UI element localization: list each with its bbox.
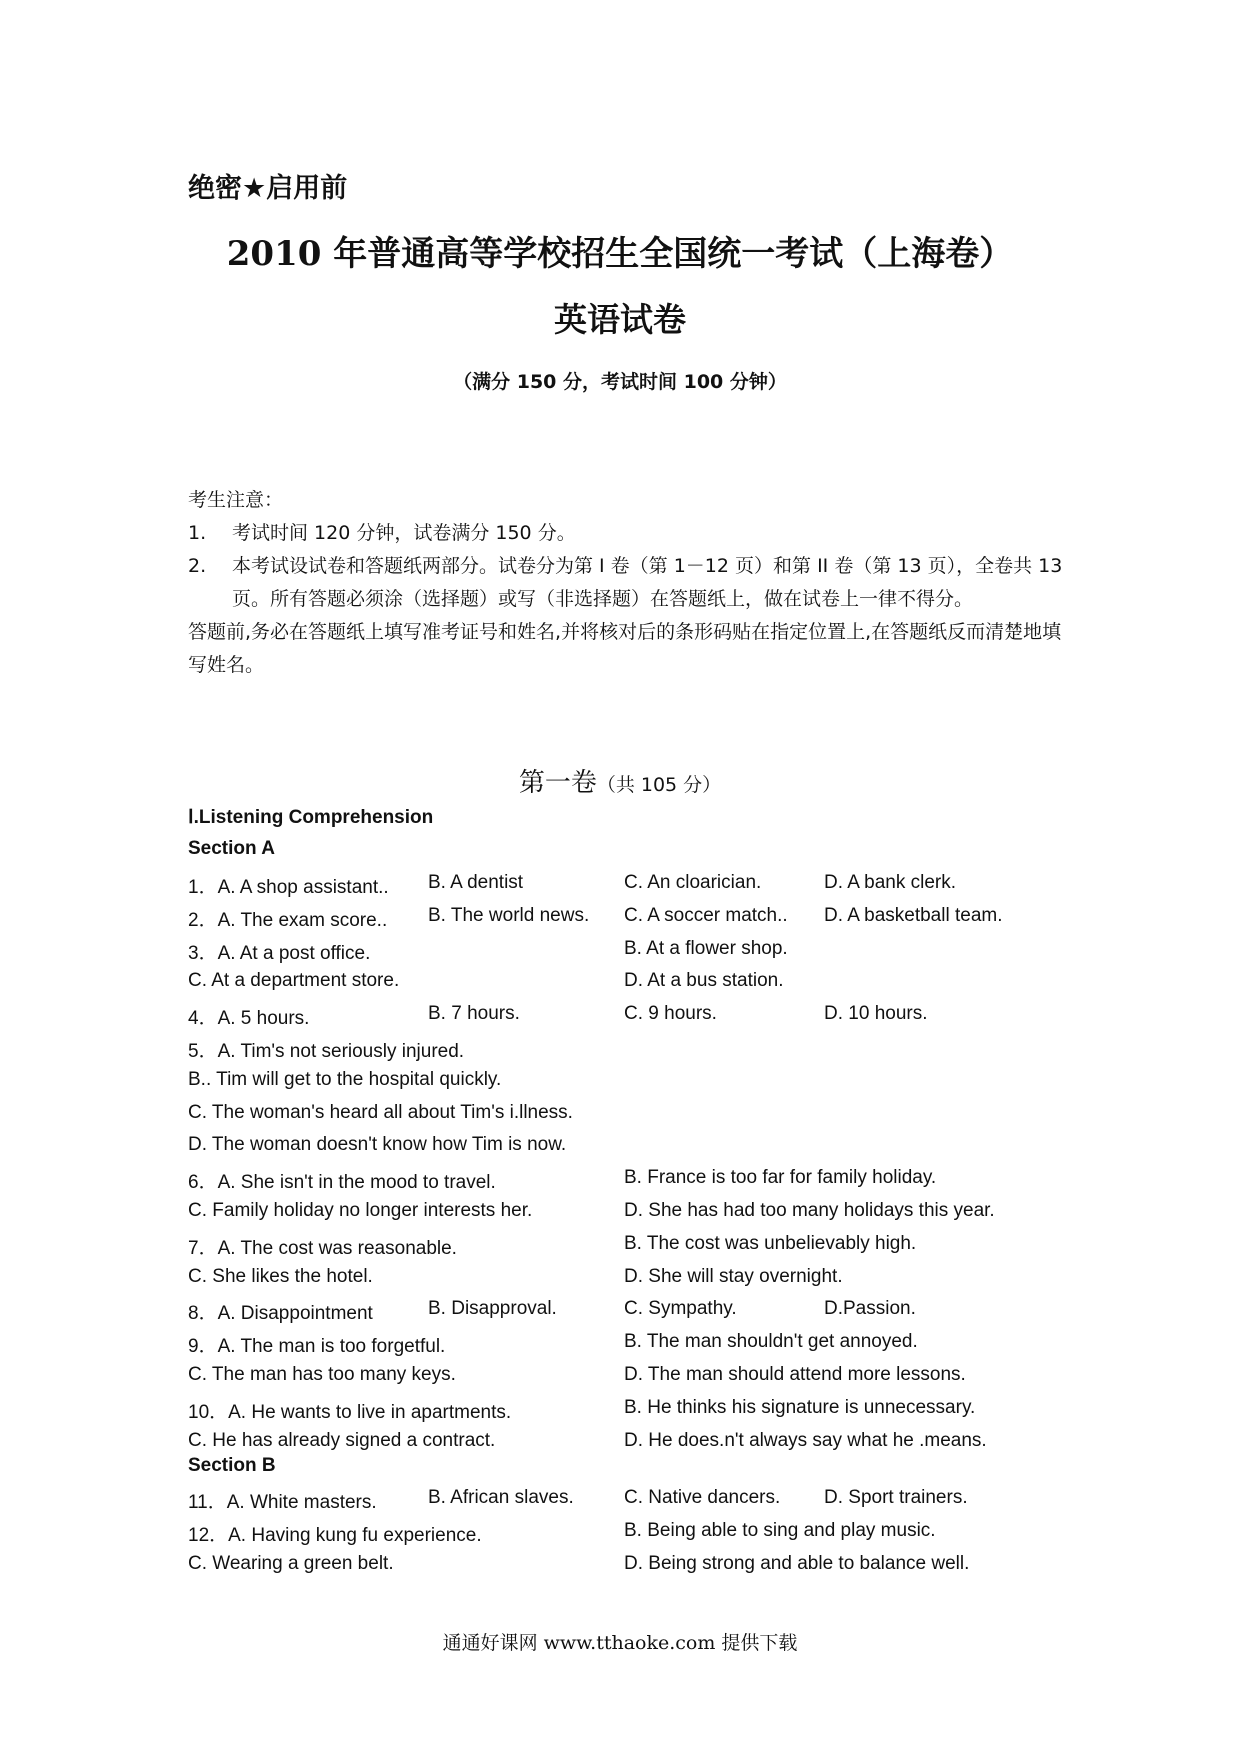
answer-option: 9．A. The man is too forgetful. bbox=[188, 1336, 446, 1358]
question-row bbox=[188, 1134, 1068, 1167]
notice-item bbox=[188, 517, 1068, 550]
question-row bbox=[188, 1487, 1068, 1520]
question-row bbox=[188, 970, 1068, 1003]
answer-option: D. She has had too many holidays this year. bbox=[624, 1199, 995, 1221]
answer-option: C. Native dancers. bbox=[624, 1487, 781, 1508]
notice-heading: 考生注意： bbox=[188, 489, 284, 511]
answer-option: D.Passion. bbox=[824, 1298, 916, 1320]
answer-option: C. An cloarician. bbox=[624, 872, 762, 893]
answer-option: B. The cost was unbelievably high. bbox=[624, 1232, 917, 1254]
answer-option: B. African slaves. bbox=[428, 1487, 574, 1508]
answer-option: B. The man shouldn't get annoyed. bbox=[624, 1331, 918, 1353]
answer-option: B. The world news. bbox=[428, 904, 590, 926]
answer-option: 8．A. Disappointment bbox=[188, 1303, 373, 1325]
section-b-questions bbox=[188, 1487, 1068, 1585]
question-row bbox=[188, 1298, 1068, 1331]
answer-option: D. The man should attend more lessons. bbox=[624, 1363, 966, 1385]
question-row bbox=[188, 1364, 1068, 1397]
answer-option: 4．A. 5 hours. bbox=[188, 1008, 310, 1030]
answer-option: 7．A. The cost was reasonable. bbox=[188, 1237, 457, 1259]
answer-option: 12．A. Having kung fu experience. bbox=[188, 1524, 482, 1546]
answer-option: C. 9 hours. bbox=[624, 1003, 717, 1025]
answer-option: B. He thinks his signature is unnecessary. bbox=[624, 1396, 976, 1418]
question-row bbox=[188, 1430, 1068, 1463]
answer-option: 6．A. She isn't in the mood to travel. bbox=[188, 1172, 496, 1194]
section-b-heading: Section B bbox=[188, 1455, 276, 1476]
answer-option: D. A basketball team. bbox=[824, 904, 1003, 926]
question-row bbox=[188, 1397, 1068, 1430]
answer-option: D. Sport trainers. bbox=[824, 1487, 968, 1508]
answer-option: C. At a department store. bbox=[188, 970, 400, 992]
answer-option: B. Being able to sing and play music. bbox=[624, 1519, 936, 1541]
answer-option: B.. Tim will get to the hospital quickly. bbox=[188, 1068, 502, 1090]
answer-option: D. A bank clerk. bbox=[824, 872, 957, 893]
answer-option: 2．A. The exam score.. bbox=[188, 909, 388, 931]
question-row bbox=[188, 1331, 1068, 1364]
exam-title: 2010 年普通高等学校招生全国统一考试（上海卷） bbox=[226, 234, 1014, 274]
question-row bbox=[188, 872, 1068, 905]
question-row bbox=[188, 905, 1068, 938]
answer-option: 5．A. Tim's not seriously injured. bbox=[188, 1040, 465, 1062]
answer-option: C. Wearing a green belt. bbox=[188, 1552, 394, 1574]
answer-option: D. At a bus station. bbox=[624, 970, 784, 992]
part-title-main: 第一卷 bbox=[518, 768, 597, 798]
answer-option: C. The man has too many keys. bbox=[188, 1363, 456, 1385]
question-row bbox=[188, 1102, 1068, 1135]
answer-option: B. 7 hours. bbox=[428, 1003, 520, 1025]
answer-option: B. France is too far for family holiday. bbox=[624, 1167, 937, 1189]
question-row bbox=[188, 1553, 1068, 1586]
answer-option: B. A dentist bbox=[428, 872, 524, 893]
part-title-sub: （共 105 分） bbox=[596, 774, 722, 796]
section-a-questions bbox=[188, 872, 1068, 1462]
question-row bbox=[188, 1003, 1068, 1036]
notice-item-number: 2. bbox=[188, 555, 207, 577]
exam-subtitle: 英语试卷 bbox=[554, 300, 686, 339]
answer-option: C. A soccer match.. bbox=[624, 904, 788, 926]
answer-option: C. She likes the hotel. bbox=[188, 1265, 373, 1287]
answer-option: C. He has already signed a contract. bbox=[188, 1429, 496, 1451]
notice-item-text: 本考试设试卷和答题纸两部分。试卷分为第 I 卷（第 1－12 页）和第 II 卷（第 13 页），全卷共 13 页。所有答题必须涂（选择题）或写（非选择题）在答题纸上，做在试卷上一律不得分。 bbox=[232, 555, 1063, 610]
question-row bbox=[188, 1036, 1068, 1069]
notice-item-text: 考试时间 120 分钟，试卷满分 150 分。 bbox=[232, 522, 576, 544]
question-row bbox=[188, 1520, 1068, 1553]
answer-option: 11．A. White masters. bbox=[188, 1492, 377, 1513]
question-row bbox=[188, 938, 1068, 971]
section-a-heading: Section A bbox=[188, 838, 275, 859]
answer-option: 10．A. He wants to live in apartments. bbox=[188, 1401, 512, 1423]
answer-option: C. The woman's heard all about Tim's i.llness. bbox=[188, 1101, 573, 1123]
question-row bbox=[188, 1266, 1068, 1299]
answer-option: B. At a flower shop. bbox=[624, 937, 788, 959]
confidential-label: 绝密★启用前 bbox=[188, 173, 348, 204]
answer-option: D. The woman doesn't know how Tim is now. bbox=[188, 1134, 567, 1156]
question-row bbox=[188, 1233, 1068, 1266]
notice-item bbox=[188, 550, 1068, 616]
answer-option: C. Sympathy. bbox=[624, 1298, 737, 1320]
footer-credit: 通通好课网 www.tthaoke.com 提供下载 bbox=[442, 1632, 798, 1654]
answer-option: 3．A. At a post office. bbox=[188, 942, 371, 964]
answer-option: B. Disapproval. bbox=[428, 1298, 557, 1320]
answer-option: C. Family holiday no longer interests her. bbox=[188, 1199, 533, 1221]
section-heading: Ⅰ.Listening Comprehension bbox=[188, 807, 434, 828]
answer-option: D. 10 hours. bbox=[824, 1003, 928, 1025]
notice-extra: 答题前,务必在答题纸上填写准考证号和姓名,并将核对后的条形码贴在指定位置上,在答题纸反而清楚地填写姓名。 bbox=[188, 621, 1062, 676]
part-title bbox=[0, 762, 1240, 799]
answer-option: D. Being strong and able to balance well. bbox=[624, 1552, 970, 1574]
notice-block bbox=[188, 484, 1068, 682]
question-row bbox=[188, 1200, 1068, 1233]
answer-option: D. He does.n't always say what he .means. bbox=[624, 1429, 987, 1451]
answer-option: 1．A. A shop assistant.. bbox=[188, 877, 389, 898]
answer-option: D. She will stay overnight. bbox=[624, 1265, 843, 1287]
notice-item-number: 1. bbox=[188, 522, 207, 544]
score-note: （满分 150 分，考试时间 100 分钟） bbox=[453, 371, 787, 393]
question-row bbox=[188, 1167, 1068, 1200]
question-row bbox=[188, 1069, 1068, 1102]
